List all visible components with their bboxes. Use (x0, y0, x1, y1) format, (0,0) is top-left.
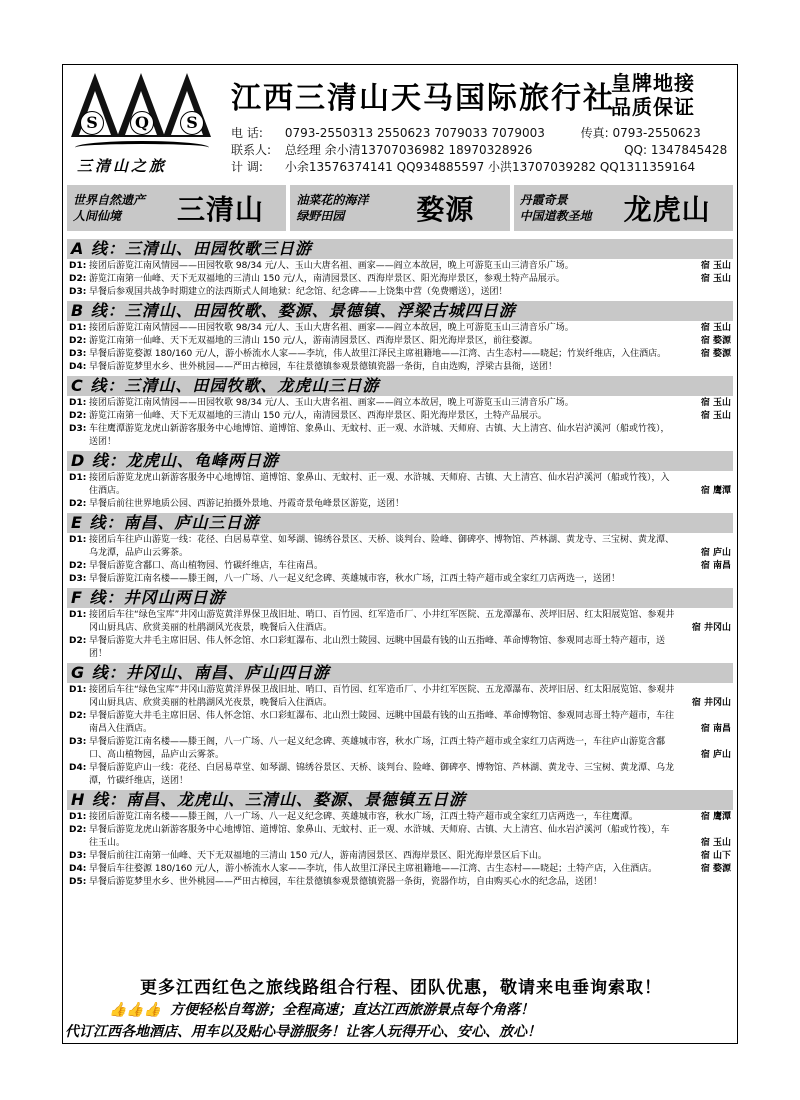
day-label: D3: (69, 424, 87, 434)
overnight-stay: 宿 井冈山 (691, 623, 731, 633)
overnight-stay: 宿 鹰潭 (700, 486, 731, 496)
day-label: D2: (69, 274, 87, 284)
company-logo (67, 69, 217, 181)
day-label: D3: (69, 349, 87, 359)
overnight-stay: 宿 玉山 (700, 411, 731, 421)
banner-title: 龙虎山 (623, 193, 711, 226)
day-label: D2: (69, 825, 87, 835)
itinerary-day (67, 534, 733, 560)
route-title: H 线：南昌、龙虎山、三清山、婺源、景德镇五日游 (67, 790, 733, 810)
planner-contacts: 小余13576374141 QQ934885597 小洪13707039282 QQ1311359164 (284, 160, 696, 174)
qq-number: 1347845428 (650, 143, 728, 157)
day-description: 游览江南第一仙峰、天下无双福地的三清山 150 元/人，游南清园景区、西海岸景区、阳光海岸景区，前往婺源。 (89, 336, 538, 346)
itinerary-day (67, 322, 733, 335)
fax-number: 0793-2550623 (612, 126, 701, 140)
day-label: D3: (69, 737, 87, 747)
logo-letter: S (180, 111, 204, 135)
day-label: D3: (69, 851, 87, 861)
itinerary-day (67, 710, 733, 736)
banner-subtitle: 中国道教圣地 (519, 209, 592, 223)
fax-label: 传真: (580, 126, 609, 140)
itinerary-day (67, 423, 733, 449)
footer-tagline (109, 999, 534, 1019)
day-label: D2: (69, 336, 87, 346)
overnight-stay: 宿 南昌 (700, 561, 731, 571)
banner-sanqingshan (67, 185, 286, 231)
day-label: D1: (69, 535, 87, 545)
day-description: 接团后车往“绿色宝库”井冈山游览黄洋界保卫战旧址、哨口、百竹园、红军造币厂、小井红军医院、五龙潭瀑布、茨坪旧居、红太阳展览馆、参观井冈山厨具店、欣赏美丽的杜鹃湖风光夜景，晚餐后入住酒店。 (89, 610, 675, 633)
banner-subtitle: 绿野田园 (296, 209, 345, 223)
day-description: 早餐后前往世界地质公园、西游记拍摄外景地、丹霞奇景龟峰景区游览，送团！ (89, 499, 405, 509)
destination-banner (67, 185, 733, 231)
footer-services: 代订江西各地酒店、用车以及贴心导游服务！让客人玩得开心、安心、放心！ (65, 1024, 541, 1040)
itinerary-day (67, 609, 733, 635)
itinerary-day (67, 863, 733, 876)
contact-block (231, 125, 727, 176)
itinerary-day (67, 498, 733, 511)
banner-subtitle: 丹霞奇景 (519, 193, 568, 207)
day-description: 早餐后游览梦里水乡、世外桃园——严田古樟园，车往景德镇参观景德镇瓷器一条街，自由选购，浮梁古县衙，送团！ (89, 362, 558, 372)
company-name: 江西三清山天马国际旅行社 (231, 81, 615, 116)
overnight-stay: 宿 玉山 (700, 261, 731, 271)
day-description: 早餐后游览江南名楼——滕王阁，八一广场、八一起义纪念碑、英雄城市容，秋水广场，江西土特产超市或全家红刀店两选一，送团！ (89, 574, 621, 584)
banner-subtitle: 世界自然遗产 (73, 193, 146, 207)
route-title: C 线：三清山、田园牧歌、龙虎山三日游 (67, 376, 733, 396)
phone-numbers: 0793-2550313 2550623 7079033 7079003 (284, 126, 545, 140)
wave-icon (75, 141, 209, 154)
day-description: 早餐后游览含鄱口、高山植物园、竹碳纤维店，车往南昌。 (89, 561, 324, 571)
overnight-stay: 宿 玉山 (700, 274, 731, 284)
itinerary-day (67, 472, 733, 498)
contact-label: 联系人: (231, 143, 272, 157)
itinerary-day (67, 762, 733, 788)
overnight-stay: 宿 山下 (700, 851, 731, 861)
day-label: D1: (69, 323, 87, 333)
day-description: 早餐后游览大井毛主席旧居、伟人怀念馆、水口彩虹瀑布、北山烈士陵园、远眺中国最有钱的山五指峰、革命博物馆、参观同志哥土特产超市，送团！ (89, 636, 666, 659)
day-description: 接团后车往庐山游览一线：花径、白居易草堂、如琴湖、锦绣谷景区、天桥、谈判台、险峰、御碑亭、博物馆、芦林湖、黄龙寺、三宝树、黄龙潭、乌龙潭，品庐山云雾茶。 (89, 535, 675, 558)
itinerary-day (67, 397, 733, 410)
day-description: 接团后游览江南风情园——田园牧歌 98/34 元/人、玉山大唐名祖、画家——阎立本故居，晚上可游览玉山三清音乐广场。 (89, 261, 574, 271)
day-description: 早餐后游览大井毛主席旧居、伟人怀念馆、水口彩虹瀑布、北山烈士陵园、远眺中国最有钱的山五指峰、革命博物馆、参观同志哥土特产超市，车往南昌入住酒店。 (89, 711, 675, 734)
day-description: 接团后游览龙虎山新游客服务中心地博馆、道博馆、象鼻山、无蚊村、正一观、水浒城、天师府、古镇、大上清宫、仙水岩泸溪河（船或竹筏），入住酒店。 (89, 473, 670, 496)
day-description: 游览江南第一仙峰、天下无双福地的三清山 150 元/人，南清园景区、西海岸景区、阳光海岸景区，土特产品展示。 (89, 411, 547, 421)
day-label: D2: (69, 411, 87, 421)
day-description: 游览江南第一仙峰、天下无双福地的三清山 150 元/人，南清园景区、西海岸景区、阳光海岸景区，参观土特产品展示。 (89, 274, 565, 284)
itinerary-day (67, 736, 733, 762)
overnight-stay: 宿 婺源 (700, 864, 731, 874)
day-description: 早餐后游览婺源 180/160 元/人，游小桥流水人家——李坑，伟人故里江泽民主席祖籍地——江湾、古生态村——晓起；竹炭纤维店，入住酒店。 (89, 349, 667, 359)
day-description: 早餐后参观国共战争时期建立的法西斯式人间地狱：纪念馆、纪念碑——上饶集中营（免费赠送），送团！ (89, 287, 508, 297)
banner-longhushan (514, 185, 733, 231)
route-title: F 线：井冈山两日游 (67, 588, 733, 608)
itinerary-day (67, 335, 733, 348)
banner-title: 婺源 (416, 193, 475, 226)
day-description: 早餐后车往婺源 180/160 元/人，游小桥流水人家——李坑，伟人故里江泽民主席祖籍地——江湾、古生态村——晓起；土特产店，入住酒店。 (89, 864, 658, 874)
day-label: D1: (69, 473, 87, 483)
logo-letter: S (80, 111, 104, 135)
itinerary-day (67, 573, 733, 586)
overnight-stay: 宿 庐山 (700, 750, 731, 760)
phone-label: 电 话: (231, 126, 263, 140)
overnight-stay: 宿 玉山 (700, 398, 731, 408)
day-description: 接团后游览江南风情园——田园牧歌 98/34 元/人、玉山大唐名祖、画家——阎立本故居，晚上可游览玉山三清音乐广场。 (89, 323, 574, 333)
itinerary-day (67, 684, 733, 710)
route-title: D 线：龙虎山、龟峰两日游 (67, 451, 733, 471)
day-description: 接团后车往“绿色宝库”井冈山游览黄洋界保卫战旧址、哨口、百竹园、红军造币厂、小井红军医院、五龙潭瀑布、茨坪旧居、红太阳展览馆、参观井冈山厨具店、欣赏美丽的杜鹃湖风光夜景，晚餐后入住酒店。 (89, 685, 675, 708)
itinerary-day (67, 273, 733, 286)
slogan-line: 皇牌地接 (611, 71, 695, 95)
route-title: B 线：三清山、田园牧歌、婺源、景德镇、浮梁古城四日游 (67, 301, 733, 321)
day-label: D1: (69, 685, 87, 695)
itinerary-day (67, 824, 733, 850)
banner-subtitle: 人间仙境 (73, 209, 122, 223)
contact-row (231, 142, 727, 159)
day-label: D3: (69, 287, 87, 297)
itinerary-day (67, 361, 733, 374)
overnight-stay: 宿 鹰潭 (700, 812, 731, 822)
itinerary-day (67, 286, 733, 299)
banner-subtitle: 油菜花的海洋 (296, 193, 369, 207)
overnight-stay: 宿 玉山 (700, 838, 731, 848)
day-description: 接团后游览江南名楼——滕王阁，八一广场、八一起义纪念碑、英雄城市容，秋水广场，江西土特产超市或全家红刀店两选一，车往鹰潭。 (89, 812, 639, 822)
overnight-stay: 宿 婺源 (700, 349, 731, 359)
day-label: D4: (69, 864, 87, 874)
route-title: A 线：三清山、田园牧歌三日游 (67, 239, 733, 259)
banner-wuyuan (290, 185, 509, 231)
day-label: D1: (69, 261, 87, 271)
itinerary-day (67, 560, 733, 573)
qq-label: QQ: (624, 143, 648, 157)
logo-letter: Q (130, 111, 154, 135)
logo-caption: 三清山之旅 (77, 157, 168, 175)
day-description: 早餐后前往江南第一仙峰、天下无双福地的三清山 150 元/人，游南清园景区、西海岸景区、阳光海岸景区后下山。 (89, 851, 547, 861)
day-description: 早餐后游览庐山一线：花径、白居易草堂、如琴湖、锦绣谷景区、天桥、谈判台、险峰、御碑亭、博物馆、芦林湖、黄龙寺、三宝树、黄龙潭、乌龙潭，竹碳纤维店，送团！ (89, 763, 675, 786)
phone-row (231, 125, 727, 142)
route-title: E 线：南昌、庐山三日游 (67, 513, 733, 533)
day-label: D4: (69, 362, 87, 372)
planner-label: 计 调: (231, 160, 263, 174)
itinerary-day (67, 876, 733, 889)
itinerary-day (67, 635, 733, 661)
footer-tagline-text: 方便轻松自驾游；全程高速；直达江西旅游景点每个角落！ (170, 1002, 535, 1018)
flyer-frame (62, 64, 738, 1044)
footer-headline: 更多江西红色之旅线路组合行程、团队优惠，敬请来电垂询索取！ (140, 978, 662, 998)
itinerary-day (67, 811, 733, 824)
day-label: D3: (69, 574, 87, 584)
day-label: D2: (69, 561, 87, 571)
overnight-stay: 宿 玉山 (700, 323, 731, 333)
slogan-line: 品质保证 (611, 95, 695, 119)
overnight-stay: 宿 南昌 (700, 724, 731, 734)
logo-letters (67, 111, 217, 135)
banner-title: 三清山 (177, 193, 265, 226)
day-label: D2: (69, 636, 87, 646)
day-label: D1: (69, 610, 87, 620)
day-label: D2: (69, 711, 87, 721)
itinerary-day (67, 348, 733, 361)
company-slogan (611, 71, 735, 119)
day-description: 接团后游览江南风情园——田园牧歌 98/34 元/人、玉山大唐名祖、画家——阎立本故居，晚上可游览玉山三清音乐广场。 (89, 398, 574, 408)
day-label: D4: (69, 763, 87, 773)
thumbs-up-icon: 👍👍👍 (109, 1002, 162, 1018)
day-label: D2: (69, 499, 87, 509)
itinerary-day (67, 410, 733, 423)
itinerary-day (67, 850, 733, 863)
routes-list (67, 237, 733, 889)
contact-person: 总经理 余小清13707036982 18970328926 (284, 143, 533, 157)
overnight-stay: 宿 井冈山 (691, 698, 731, 708)
day-label: D1: (69, 812, 87, 822)
overnight-stay: 宿 庐山 (700, 548, 731, 558)
day-description: 车往鹰潭游览龙虎山新游客服务中心地博馆、道博馆、象鼻山、无蚊村、正一观、水浒城、天师府、古镇、大上清宫、仙水岩泸溪河（船或竹筏），送团！ (89, 424, 670, 447)
route-title: G 线：井冈山、南昌、庐山四日游 (67, 663, 733, 683)
day-label: D1: (69, 398, 87, 408)
overnight-stay: 宿 婺源 (700, 336, 731, 346)
day-description: 早餐后游览龙虎山新游客服务中心地博馆、道博馆、象鼻山、无蚊村、正一观、水浒城、天师府、古镇、大上清宫、仙水岩泸溪河（船或竹筏），车往玉山。 (89, 825, 670, 848)
day-description: 早餐后游览梦里水乡、世外桃园——严田古樟园，车往景德镇参观景德镇瓷器一条街，瓷器作坊，自由购买心水的纪念品，送团！ (89, 877, 603, 887)
day-label: D5: (69, 877, 87, 887)
day-description: 早餐后游览江南名楼——滕王阁，八一广场、八一起义纪念碑、英雄城市容，秋水广场，江西土特产超市或全家红刀店两选一，车往庐山游览含鄱口、高山植物园，品庐山云雾茶。 (89, 737, 666, 760)
planner-row (231, 159, 727, 176)
itinerary-day (67, 260, 733, 273)
